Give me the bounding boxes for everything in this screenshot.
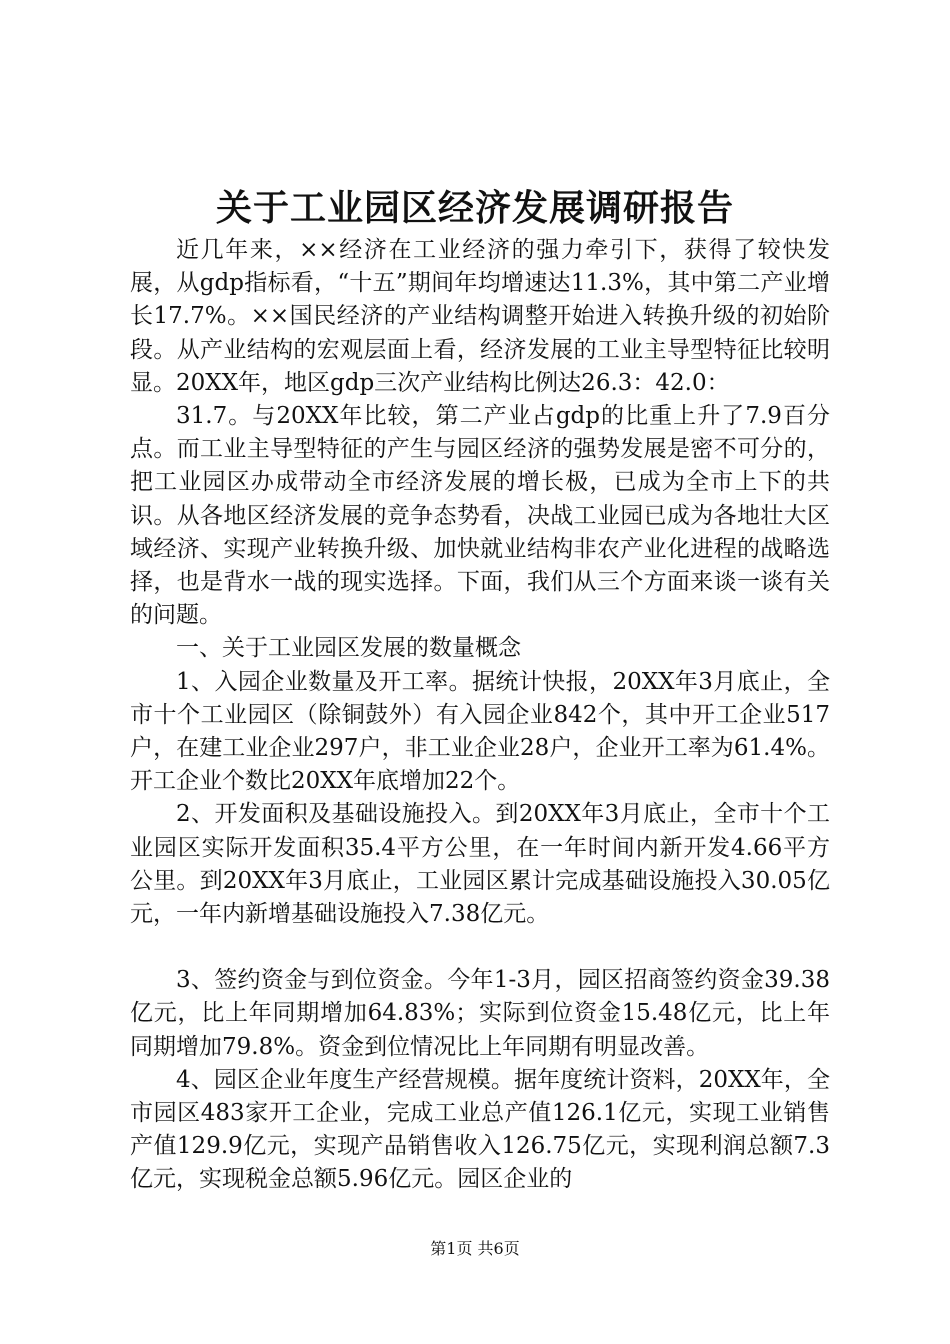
page-footer: 第1页 共6页 [430,1239,520,1258]
document-body [130,234,830,1197]
paragraph-item-4: 4、园区企业年度生产经营规模。据年度统计资料，20XX年，全市园区483家开工企业，完成工业总产值126.1亿元，实现工业销售产值129.9亿元，实现产品销售收入126.75亿元，实现利润总额7.3亿元，实现税金总额5.96亿元。园区企业的 [130,1066,830,1193]
paragraph-item-3: 3、签约资金与到位资金。今年1-3月，园区招商签约资金39.38亿元，比上年同期增加64.83%；实际到位资金15.48亿元，比上年同期增加79.8%。资金到位情况比上年同期有明显改善。 [130,967,830,1060]
document-title: 关于工业园区经济发展调研报告 [215,187,734,229]
paragraph-continuation: 31.7。与20XX年比较，第二产业占gdp的比重上升了7.9百分点。而工业主导型特征的产生与园区经济的强势发展是密不可分的，把工业园区办成带动全市经济发展的增长极，已成为全市上下的共识。从各地区经济发展的竞争态势看，决战工业园已成为各地壮大区域经济、实现产业转换升级、加快就业结构非农产业化进程的战略选择，也是背水一战的现实选择。下面，我们从三个方面来谈一谈有关的问题。 [130,403,830,629]
section-heading-quantity: 一、关于工业园区发展的数量概念 [176,635,521,662]
paragraph-item-2: 2、开发面积及基础设施投入。到20XX年3月底止，全市十个工业园区实际开发面积35.4平方公里，在一年时间内新开发4.66平方公里。到20XX年3月底止，工业园区累计完成基础设施投入30.05亿元，一年内新增基础设施投入7.38亿元。 [130,801,830,928]
paragraph-intro: 近几年来，××经济在工业经济的强力牵引下，获得了较快发展，从gdp指标看，“十五”期间年均增速达11.3%，其中第二产业增长17.7%。××国民经济的产业结构调整开始进入转换升级的初始阶段。从产业结构的宏观层面上看，经济发展的工业主导型特征比较明显。20XX年，地区gdp三次产业结构比例达26.3：42.0： [130,237,830,396]
paragraph-item-1: 1、入园企业数量及开工率。据统计快报，20XX年3月底止，全市十个工业园区（除铜鼓外）有入园企业842个，其中开工企业517户，在建工业企业297户，非工业企业28户，企业开工率为61.4%。开工企业个数比20XX年底增加22个。 [130,668,831,795]
